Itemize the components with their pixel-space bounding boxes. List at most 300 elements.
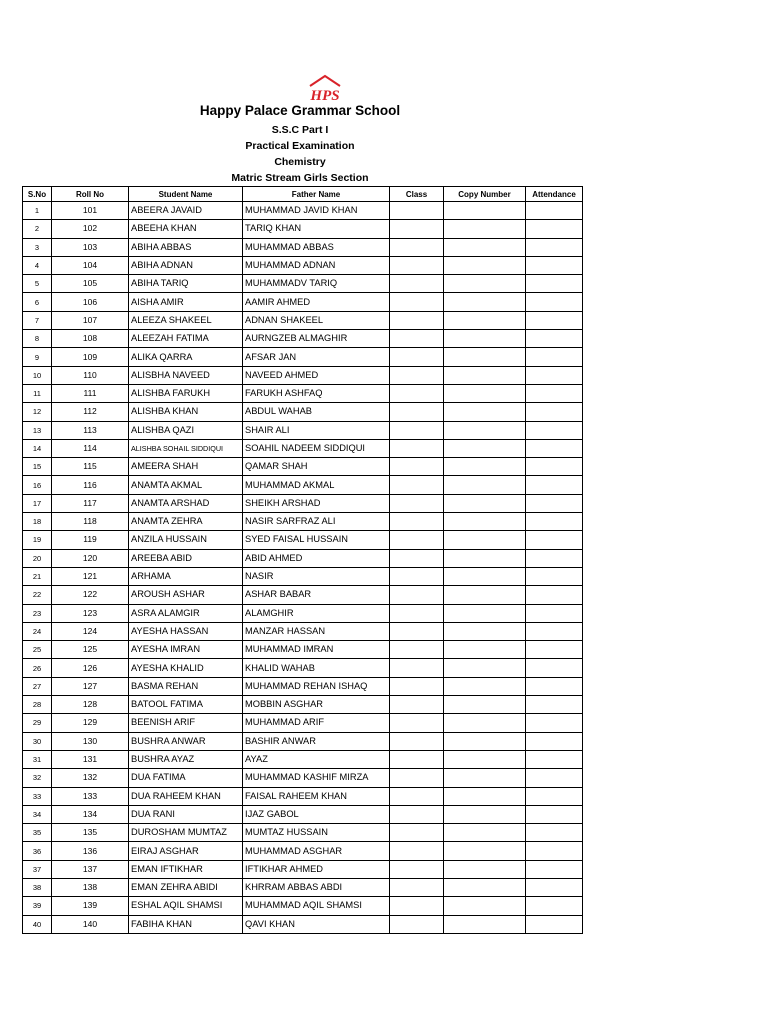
cell-copy-number xyxy=(444,293,526,311)
cell-class xyxy=(390,677,444,695)
cell-sno: 26 xyxy=(23,659,52,677)
cell-student-name: ALEEZAH FATIMA xyxy=(129,330,243,348)
cell-copy-number xyxy=(444,384,526,402)
cell-class xyxy=(390,348,444,366)
cell-roll-no: 107 xyxy=(52,311,129,329)
table-row xyxy=(23,549,583,567)
cell-student-name: DUA FATIMA xyxy=(129,769,243,787)
cell-father-name: KHALID WAHAB xyxy=(243,659,390,677)
cell-sno: 15 xyxy=(23,458,52,476)
cell-class xyxy=(390,220,444,238)
cell-roll-no: 120 xyxy=(52,549,129,567)
table-row xyxy=(23,256,583,274)
cell-roll-no: 131 xyxy=(52,750,129,768)
table-row xyxy=(23,732,583,750)
cell-roll-no: 130 xyxy=(52,732,129,750)
cell-class xyxy=(390,897,444,915)
table-row xyxy=(23,384,583,402)
cell-class xyxy=(390,238,444,256)
cell-father-name: MUHAMMAD ARIF xyxy=(243,714,390,732)
cell-attendance xyxy=(526,878,583,896)
cell-roll-no: 106 xyxy=(52,293,129,311)
cell-attendance xyxy=(526,586,583,604)
table-row xyxy=(23,622,583,640)
cell-attendance xyxy=(526,732,583,750)
cell-attendance xyxy=(526,202,583,220)
cell-copy-number xyxy=(444,622,526,640)
cell-class xyxy=(390,330,444,348)
cell-sno: 39 xyxy=(23,897,52,915)
table-row xyxy=(23,238,583,256)
cell-attendance xyxy=(526,860,583,878)
cell-copy-number xyxy=(444,421,526,439)
cell-sno: 40 xyxy=(23,915,52,933)
table-row xyxy=(23,494,583,512)
cell-attendance xyxy=(526,256,583,274)
table-row xyxy=(23,421,583,439)
cell-class xyxy=(390,604,444,622)
cell-student-name: AROUSH ASHAR xyxy=(129,586,243,604)
table-row xyxy=(23,769,583,787)
cell-roll-no: 114 xyxy=(52,439,129,457)
cell-class xyxy=(390,586,444,604)
cell-roll-no: 123 xyxy=(52,604,129,622)
cell-class xyxy=(390,842,444,860)
cell-attendance xyxy=(526,275,583,293)
exam-part: S.S.C Part I xyxy=(271,124,329,136)
cell-copy-number xyxy=(444,659,526,677)
cell-student-name: BUSHRA AYAZ xyxy=(129,750,243,768)
cell-student-name: AISHA AMIR xyxy=(129,293,243,311)
cell-class xyxy=(390,732,444,750)
cell-father-name: NAVEED AHMED xyxy=(243,366,390,384)
column-header-student-name: Student Name xyxy=(129,187,243,202)
cell-student-name: ASRA ALAMGIR xyxy=(129,604,243,622)
cell-sno: 25 xyxy=(23,641,52,659)
cell-copy-number xyxy=(444,641,526,659)
cell-father-name: FARUKH ASHFAQ xyxy=(243,384,390,402)
cell-copy-number xyxy=(444,549,526,567)
cell-student-name: ARHAMA xyxy=(129,567,243,585)
cell-father-name: KHRRAM ABBAS ABDI xyxy=(243,878,390,896)
table-row xyxy=(23,567,583,585)
cell-sno: 21 xyxy=(23,567,52,585)
cell-class xyxy=(390,769,444,787)
cell-father-name: MUHAMMAD AKMAL xyxy=(243,476,390,494)
cell-roll-no: 133 xyxy=(52,787,129,805)
cell-student-name: AYESHA KHALID xyxy=(129,659,243,677)
cell-class xyxy=(390,256,444,274)
table-row xyxy=(23,293,583,311)
cell-roll-no: 109 xyxy=(52,348,129,366)
subject-title: Chemistry xyxy=(274,156,326,168)
cell-copy-number xyxy=(444,348,526,366)
table-row xyxy=(23,439,583,457)
cell-sno: 23 xyxy=(23,604,52,622)
table-row xyxy=(23,476,583,494)
cell-sno: 34 xyxy=(23,805,52,823)
cell-roll-no: 112 xyxy=(52,403,129,421)
cell-class xyxy=(390,824,444,842)
cell-roll-no: 111 xyxy=(52,384,129,402)
cell-student-name: ALISHBA FARUKH xyxy=(129,384,243,402)
cell-father-name: TARIQ KHAN xyxy=(243,220,390,238)
cell-father-name: MUHAMMAD REHAN ISHAQ xyxy=(243,677,390,695)
cell-roll-no: 128 xyxy=(52,696,129,714)
exam-type: Practical Examination xyxy=(245,140,355,152)
cell-student-name: DUA RAHEEM KHAN xyxy=(129,787,243,805)
cell-copy-number xyxy=(444,220,526,238)
column-header-father-name: Father Name xyxy=(243,187,390,202)
cell-copy-number xyxy=(444,458,526,476)
cell-attendance xyxy=(526,458,583,476)
cell-father-name: NASIR SARFRAZ ALI xyxy=(243,513,390,531)
cell-roll-no: 101 xyxy=(52,202,129,220)
cell-father-name: BASHIR ANWAR xyxy=(243,732,390,750)
cell-father-name: ALAMGHIR xyxy=(243,604,390,622)
cell-student-name: ABEEHA KHAN xyxy=(129,220,243,238)
table-row xyxy=(23,915,583,933)
cell-class xyxy=(390,494,444,512)
cell-attendance xyxy=(526,677,583,695)
cell-copy-number xyxy=(444,915,526,933)
cell-class xyxy=(390,878,444,896)
cell-attendance xyxy=(526,238,583,256)
cell-roll-no: 124 xyxy=(52,622,129,640)
cell-roll-no: 121 xyxy=(52,567,129,585)
table-row xyxy=(23,348,583,366)
cell-roll-no: 140 xyxy=(52,915,129,933)
table-row xyxy=(23,513,583,531)
cell-copy-number xyxy=(444,513,526,531)
cell-father-name: MUMTAZ HUSSAIN xyxy=(243,824,390,842)
cell-student-name: BATOOL FATIMA xyxy=(129,696,243,714)
cell-father-name: ADNAN SHAKEEL xyxy=(243,311,390,329)
column-header-copy-number: Copy Number xyxy=(444,187,526,202)
cell-copy-number xyxy=(444,238,526,256)
cell-class xyxy=(390,311,444,329)
cell-sno: 32 xyxy=(23,769,52,787)
cell-class xyxy=(390,860,444,878)
cell-attendance xyxy=(526,439,583,457)
cell-father-name: MUHAMMAD ABBAS xyxy=(243,238,390,256)
cell-copy-number xyxy=(444,494,526,512)
cell-attendance xyxy=(526,714,583,732)
cell-roll-no: 122 xyxy=(52,586,129,604)
table-row xyxy=(23,220,583,238)
cell-roll-no: 132 xyxy=(52,769,129,787)
cell-class xyxy=(390,567,444,585)
cell-copy-number xyxy=(444,769,526,787)
table-row xyxy=(23,750,583,768)
cell-copy-number xyxy=(444,256,526,274)
cell-student-name: ANAMTA ARSHAD xyxy=(129,494,243,512)
table-row xyxy=(23,586,583,604)
cell-attendance xyxy=(526,750,583,768)
cell-father-name: FAISAL RAHEEM KHAN xyxy=(243,787,390,805)
cell-roll-no: 116 xyxy=(52,476,129,494)
cell-attendance xyxy=(526,348,583,366)
column-header-roll-no: Roll No xyxy=(52,187,129,202)
section-title: Matric Stream Girls Section xyxy=(231,172,369,184)
cell-copy-number xyxy=(444,805,526,823)
cell-attendance xyxy=(526,567,583,585)
table-row xyxy=(23,366,583,384)
cell-student-name: ALISHBA QAZI xyxy=(129,421,243,439)
cell-attendance xyxy=(526,769,583,787)
cell-copy-number xyxy=(444,567,526,585)
cell-father-name: SHAIR ALI xyxy=(243,421,390,439)
cell-father-name: MANZAR HASSAN xyxy=(243,622,390,640)
cell-sno: 16 xyxy=(23,476,52,494)
cell-attendance xyxy=(526,696,583,714)
cell-roll-no: 119 xyxy=(52,531,129,549)
cell-attendance xyxy=(526,220,583,238)
cell-sno: 22 xyxy=(23,586,52,604)
cell-sno: 10 xyxy=(23,366,52,384)
cell-sno: 19 xyxy=(23,531,52,549)
cell-student-name: EIRAJ ASGHAR xyxy=(129,842,243,860)
school-name: Happy Palace Grammar School xyxy=(199,103,401,118)
table-row xyxy=(23,860,583,878)
cell-copy-number xyxy=(444,750,526,768)
cell-father-name: ASHAR BABAR xyxy=(243,586,390,604)
cell-roll-no: 135 xyxy=(52,824,129,842)
cell-student-name: ABIHA ADNAN xyxy=(129,256,243,274)
cell-class xyxy=(390,384,444,402)
column-header-sno: S.No xyxy=(23,187,52,202)
cell-roll-no: 139 xyxy=(52,897,129,915)
cell-sno: 33 xyxy=(23,787,52,805)
cell-father-name: SOAHIL NADEEM SIDDIQUI xyxy=(243,439,390,457)
cell-attendance xyxy=(526,549,583,567)
cell-father-name: AURNGZEB ALMAGHIR xyxy=(243,330,390,348)
cell-student-name: ESHAL AQIL SHAMSI xyxy=(129,897,243,915)
cell-sno: 1 xyxy=(23,202,52,220)
cell-copy-number xyxy=(444,787,526,805)
cell-copy-number xyxy=(444,677,526,695)
cell-sno: 14 xyxy=(23,439,52,457)
cell-sno: 18 xyxy=(23,513,52,531)
cell-student-name: AYESHA HASSAN xyxy=(129,622,243,640)
cell-sno: 29 xyxy=(23,714,52,732)
cell-class xyxy=(390,750,444,768)
cell-father-name: QAVI KHAN xyxy=(243,915,390,933)
cell-student-name: FABIHA KHAN xyxy=(129,915,243,933)
cell-attendance xyxy=(526,915,583,933)
cell-class xyxy=(390,787,444,805)
cell-roll-no: 125 xyxy=(52,641,129,659)
cell-attendance xyxy=(526,531,583,549)
cell-roll-no: 103 xyxy=(52,238,129,256)
cell-sno: 35 xyxy=(23,824,52,842)
cell-student-name: ALISBHA NAVEED xyxy=(129,366,243,384)
cell-student-name: AREEBA ABID xyxy=(129,549,243,567)
cell-roll-no: 117 xyxy=(52,494,129,512)
cell-attendance xyxy=(526,476,583,494)
cell-class xyxy=(390,403,444,421)
cell-father-name: MUHAMMAD IMRAN xyxy=(243,641,390,659)
cell-student-name: AYESHA IMRAN xyxy=(129,641,243,659)
cell-copy-number xyxy=(444,439,526,457)
table-row xyxy=(23,659,583,677)
cell-sno: 9 xyxy=(23,348,52,366)
cell-class xyxy=(390,458,444,476)
cell-class xyxy=(390,915,444,933)
cell-student-name: EMAN IFTIKHAR xyxy=(129,860,243,878)
cell-roll-no: 115 xyxy=(52,458,129,476)
table-row xyxy=(23,696,583,714)
cell-father-name: SYED FAISAL HUSSAIN xyxy=(243,531,390,549)
cell-father-name: AAMIR AHMED xyxy=(243,293,390,311)
cell-father-name: AFSAR JAN xyxy=(243,348,390,366)
cell-roll-no: 137 xyxy=(52,860,129,878)
cell-attendance xyxy=(526,330,583,348)
table-row xyxy=(23,531,583,549)
cell-class xyxy=(390,513,444,531)
cell-class xyxy=(390,202,444,220)
cell-attendance xyxy=(526,513,583,531)
cell-copy-number xyxy=(444,604,526,622)
cell-roll-no: 118 xyxy=(52,513,129,531)
cell-attendance xyxy=(526,604,583,622)
cell-sno: 31 xyxy=(23,750,52,768)
cell-class xyxy=(390,696,444,714)
attendance-table xyxy=(22,186,583,934)
cell-attendance xyxy=(526,641,583,659)
cell-father-name: SHEIKH ARSHAD xyxy=(243,494,390,512)
cell-attendance xyxy=(526,805,583,823)
cell-father-name: QAMAR SHAH xyxy=(243,458,390,476)
cell-copy-number xyxy=(444,476,526,494)
cell-sno: 13 xyxy=(23,421,52,439)
cell-sno: 7 xyxy=(23,311,52,329)
cell-sno: 37 xyxy=(23,860,52,878)
cell-attendance xyxy=(526,659,583,677)
cell-attendance xyxy=(526,293,583,311)
cell-student-name: ALISHBA KHAN xyxy=(129,403,243,421)
cell-student-name: ALEEZA SHAKEEL xyxy=(129,311,243,329)
cell-attendance xyxy=(526,403,583,421)
table-row xyxy=(23,805,583,823)
cell-student-name: BUSHRA ANWAR xyxy=(129,732,243,750)
cell-student-name: ABIHA TARIQ xyxy=(129,275,243,293)
cell-roll-no: 108 xyxy=(52,330,129,348)
cell-roll-no: 110 xyxy=(52,366,129,384)
cell-roll-no: 126 xyxy=(52,659,129,677)
cell-copy-number xyxy=(444,824,526,842)
cell-sno: 24 xyxy=(23,622,52,640)
cell-father-name: MUHAMMAD ADNAN xyxy=(243,256,390,274)
cell-copy-number xyxy=(444,275,526,293)
cell-student-name: ABIHA ABBAS xyxy=(129,238,243,256)
cell-class xyxy=(390,549,444,567)
cell-student-name: AMEERA SHAH xyxy=(129,458,243,476)
cell-copy-number xyxy=(444,878,526,896)
column-header-attendance: Attendance xyxy=(526,187,583,202)
cell-father-name: IJAZ GABOL xyxy=(243,805,390,823)
cell-copy-number xyxy=(444,330,526,348)
cell-attendance xyxy=(526,311,583,329)
cell-roll-no: 102 xyxy=(52,220,129,238)
cell-attendance xyxy=(526,897,583,915)
table-row xyxy=(23,330,583,348)
cell-class xyxy=(390,439,444,457)
cell-student-name: ABEERA JAVAID xyxy=(129,202,243,220)
cell-copy-number xyxy=(444,732,526,750)
table-row xyxy=(23,275,583,293)
cell-student-name: BASMA REHAN xyxy=(129,677,243,695)
cell-roll-no: 134 xyxy=(52,805,129,823)
cell-class xyxy=(390,275,444,293)
cell-sno: 28 xyxy=(23,696,52,714)
cell-student-name: BEENISH ARIF xyxy=(129,714,243,732)
cell-copy-number xyxy=(444,842,526,860)
cell-student-name: ALISHBA SOHAIL SIDDIQUI xyxy=(129,439,243,457)
cell-class xyxy=(390,366,444,384)
cell-roll-no: 129 xyxy=(52,714,129,732)
svg-text:HPS: HPS xyxy=(310,88,340,104)
table-row xyxy=(23,641,583,659)
cell-sno: 20 xyxy=(23,549,52,567)
cell-copy-number xyxy=(444,366,526,384)
cell-class xyxy=(390,641,444,659)
table-row xyxy=(23,403,583,421)
cell-copy-number xyxy=(444,531,526,549)
cell-attendance xyxy=(526,421,583,439)
cell-sno: 5 xyxy=(23,275,52,293)
cell-student-name: ANAMTA ZEHRA xyxy=(129,513,243,531)
cell-sno: 4 xyxy=(23,256,52,274)
column-header-class: Class xyxy=(390,187,444,202)
cell-sno: 27 xyxy=(23,677,52,695)
cell-roll-no: 113 xyxy=(52,421,129,439)
cell-roll-no: 138 xyxy=(52,878,129,896)
cell-copy-number xyxy=(444,696,526,714)
cell-student-name: EMAN ZEHRA ABIDI xyxy=(129,878,243,896)
cell-sno: 36 xyxy=(23,842,52,860)
cell-father-name: MUHAMMAD KASHIF MIRZA xyxy=(243,769,390,787)
cell-class xyxy=(390,622,444,640)
cell-sno: 11 xyxy=(23,384,52,402)
cell-attendance xyxy=(526,824,583,842)
cell-attendance xyxy=(526,842,583,860)
cell-student-name: DUROSHAM MUMTAZ xyxy=(129,824,243,842)
table-header-row xyxy=(23,187,583,202)
table-row xyxy=(23,842,583,860)
table-row xyxy=(23,604,583,622)
cell-father-name: IFTIKHAR AHMED xyxy=(243,860,390,878)
cell-class xyxy=(390,805,444,823)
cell-father-name: MOBBIN ASGHAR xyxy=(243,696,390,714)
table-row xyxy=(23,897,583,915)
cell-attendance xyxy=(526,494,583,512)
cell-father-name: ABID AHMED xyxy=(243,549,390,567)
table-row xyxy=(23,311,583,329)
cell-class xyxy=(390,476,444,494)
cell-sno: 30 xyxy=(23,732,52,750)
cell-student-name: ALIKA QARRA xyxy=(129,348,243,366)
cell-sno: 3 xyxy=(23,238,52,256)
cell-copy-number xyxy=(444,202,526,220)
cell-sno: 38 xyxy=(23,878,52,896)
cell-student-name: ANZILA HUSSAIN xyxy=(129,531,243,549)
cell-copy-number xyxy=(444,714,526,732)
cell-attendance xyxy=(526,622,583,640)
cell-father-name: AYAZ xyxy=(243,750,390,768)
cell-roll-no: 127 xyxy=(52,677,129,695)
cell-father-name: ABDUL WAHAB xyxy=(243,403,390,421)
